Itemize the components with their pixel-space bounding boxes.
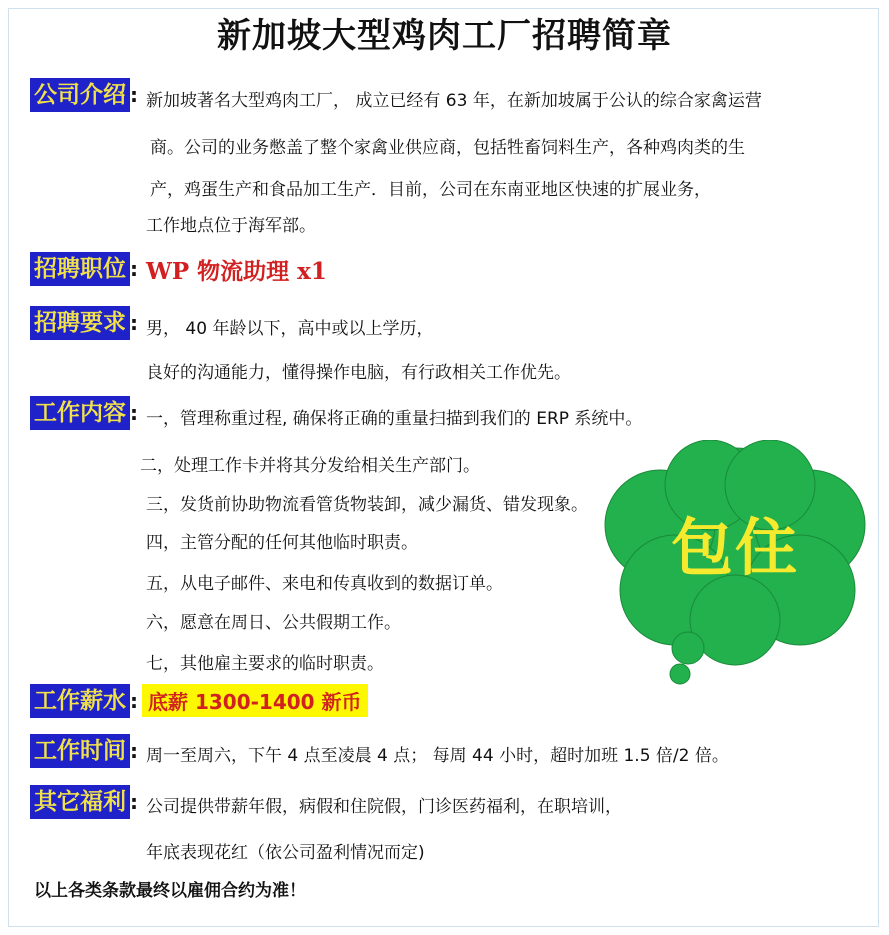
benefits-line-2: 年底表现花红（依公司盈利情况而定) xyxy=(146,843,425,863)
duties-line-1: 一，管理称重过程, 确保将正确的重量扫描到我们的 ERP 系统中。 xyxy=(146,409,643,429)
duties-line-7: 七，其他雇主要求的临时职责。 xyxy=(146,654,384,674)
duties-line-6: 六，愿意在周日、公共假期工作。 xyxy=(146,613,401,633)
requirements-line-2: 良好的沟通能力，懂得操作电脑，有行政相关工作优先。 xyxy=(146,363,571,383)
footer-note: 以上各类条款最终以雇佣合约为准！ xyxy=(34,881,306,901)
hours-value: 周一至周六，下午 4 点至凌晨 4 点； 每周 44 小时，超时加班 1.5 倍/2 倍。 xyxy=(146,746,729,766)
company-intro-line-4: 工作地点位于海军部。 xyxy=(146,216,316,236)
company-intro-line-3: 产，鸡蛋生产和食品加工生产．目前，公司在东南亚地区快速的扩展业务， xyxy=(150,180,711,200)
colon: : xyxy=(130,401,138,425)
duties-line-3: 三，发货前协助物流看管货物装卸，减少漏货、错发现象。 xyxy=(146,495,588,515)
colon: : xyxy=(130,311,138,335)
duties-label: 工作内容 xyxy=(30,396,130,430)
benefits-line-1: 公司提供带薪年假，病假和住院假，门诊医药福利，在职培训， xyxy=(146,797,622,817)
requirements-label: 招聘要求 xyxy=(30,306,130,340)
colon: : xyxy=(130,739,138,763)
requirements-line-1: 男， 40 年龄以下，高中或以上学历， xyxy=(146,319,434,339)
duties-line-4: 四，主管分配的任何其他临时职责。 xyxy=(146,533,418,553)
company-intro-line-2: 商。公司的业务憋盖了整个家禽业供应商，包括牲畜饲料生产，各种鸡肉类的生 xyxy=(150,138,745,158)
colon: : xyxy=(130,689,138,713)
company-intro-label: 公司介绍 xyxy=(30,78,130,112)
company-intro-line-1: 新加坡著名大型鸡肉工厂， 成立已经有 63 年，在新加坡属于公认的综合家禽运营 xyxy=(146,91,762,111)
salary-value: 底薪 1300-1400 新币 xyxy=(142,684,368,717)
colon: : xyxy=(130,790,138,814)
benefits-label: 其它福利 xyxy=(30,785,130,819)
position-value: WP 物流助理 x1 xyxy=(146,258,327,285)
salary-label: 工作薪水 xyxy=(30,684,130,718)
page-title: 新加坡大型鸡肉工厂招聘简章 xyxy=(217,16,672,56)
colon: : xyxy=(130,83,138,107)
hours-label: 工作时间 xyxy=(30,734,130,768)
colon: : xyxy=(130,257,138,281)
bubble-text: 包住 xyxy=(670,511,799,584)
position-label: 招聘职位 xyxy=(30,252,130,286)
duties-line-5: 五，从电子邮件、来电和传真收到的数据订单。 xyxy=(146,574,503,594)
duties-line-2: 二，处理工作卡并将其分发给相关生产部门。 xyxy=(140,456,480,476)
